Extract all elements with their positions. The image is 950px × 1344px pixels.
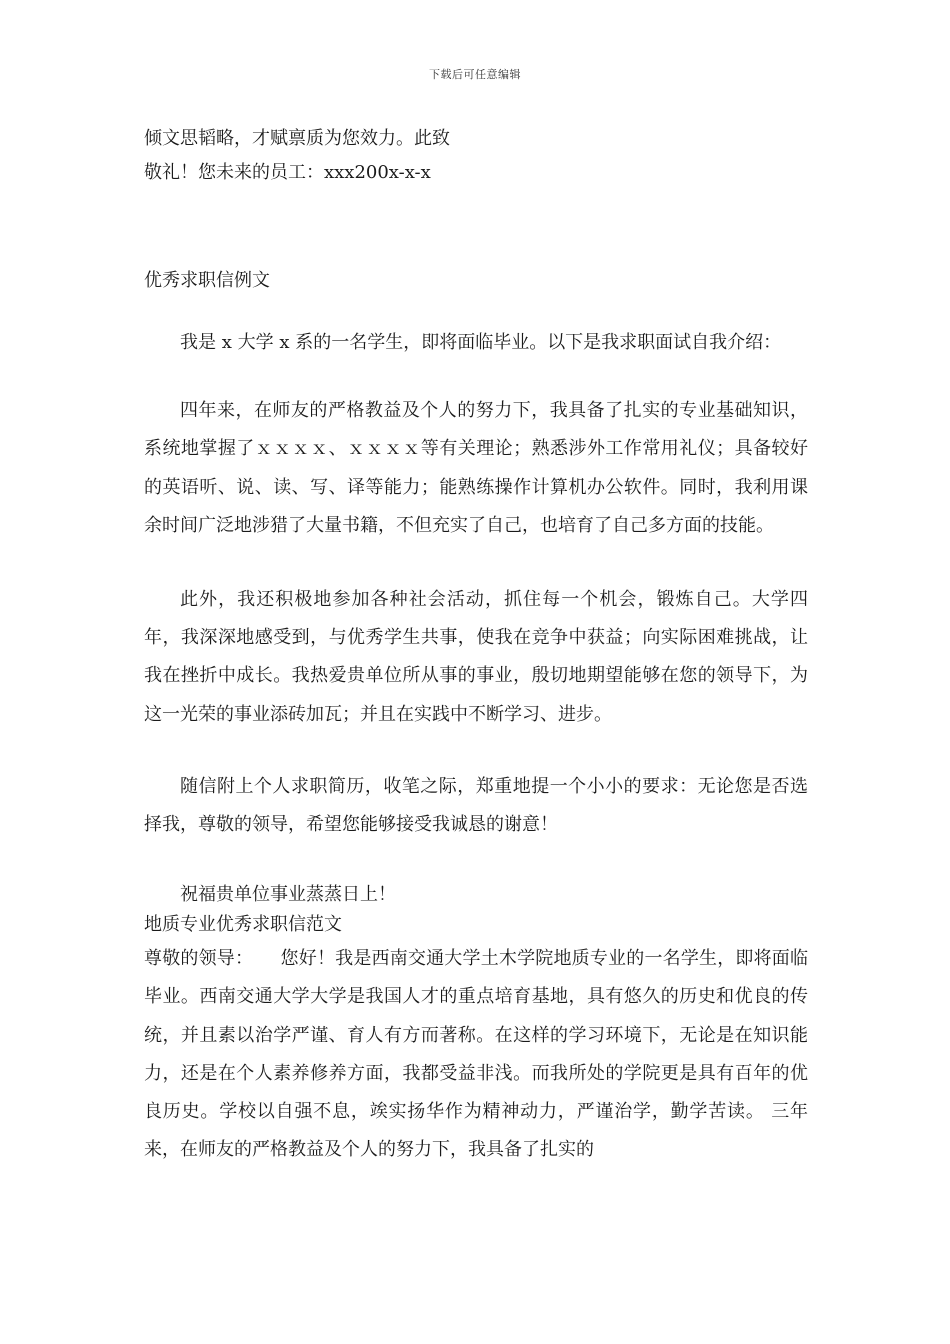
letter-1-blessing: 祝福贵单位事业蒸蒸日上！ (180, 884, 396, 906)
letter-2-body: 尊敬的领导： 您好！我是西南交通大学土木学院地质专业的一名学生，即将面临毕业。西南交通大学大学是我国人才的重点培育基地，具有悠久的历史和优良的传统，并且素以治学严谨、育人有方而著称。在这样的学习环境下，无论是在知识能力，还是在个人素养修养方面，我都受益非浅。而我所处的学院更是具有百年的优良历史。学校以自强不息，竢实扬华作为精神动力，严谨治学，勤学苦读。 三年来，在师友的严格教益及个人的努力下，我具备了扎实的 (144, 948, 808, 1161)
letter-1-paragraph-1: 我是 x 大学 x 系的一名学生，即将面临毕业。以下是我求职面试自我介绍： (180, 332, 782, 353)
letter-1-title: 优秀求职信例文 (144, 270, 270, 291)
page-header: 下载后可任意编辑 (429, 68, 521, 81)
letter-1-paragraph-2: 四年来，在师友的严格教益及个人的努力下，我具备了扎实的专业基础知识，系统地掌握了ｘｘｘｘ、ｘｘｘｘ等有关理论；熟悉涉外工作常用礼仪；具备较好的英语听、说、读、写、译等能力；能熟练操作计算机办公软件。同时，我利用课余时间广泛地涉猎了大量书籍，不但充实了自己，也培育了自己多方面的技能。 (144, 400, 808, 536)
closing-line-2: 敬礼！您未来的员工：xxx200x-x-x (144, 162, 431, 183)
closing-line-1: 倾文思韬略，才赋禀质为您效力。此致 (144, 128, 450, 149)
document-body (144, 122, 808, 1169)
letter-2-title: 地质专业优秀求职信范文 (144, 914, 342, 936)
letter-1-paragraph-3: 此外，我还积极地参加各种社会活动，抓住每一个机会，锻炼自己。大学四年，我深深地感受到，与优秀学生共事，使我在竞争中获益；向实际困难挑战，让我在挫折中成长。我热爱贵单位所从事的事业，殷切地期望能够在您的领导下，为这一光荣的事业添砖加瓦；并且在实践中不断学习、进步。 (144, 589, 808, 725)
letter-1-paragraph-4: 随信附上个人求职简历，收笔之际，郑重地提一个小小的要求：无论您是否选择我，尊敬的领导，希望您能够接受我诚恳的谢意！ (144, 775, 808, 836)
